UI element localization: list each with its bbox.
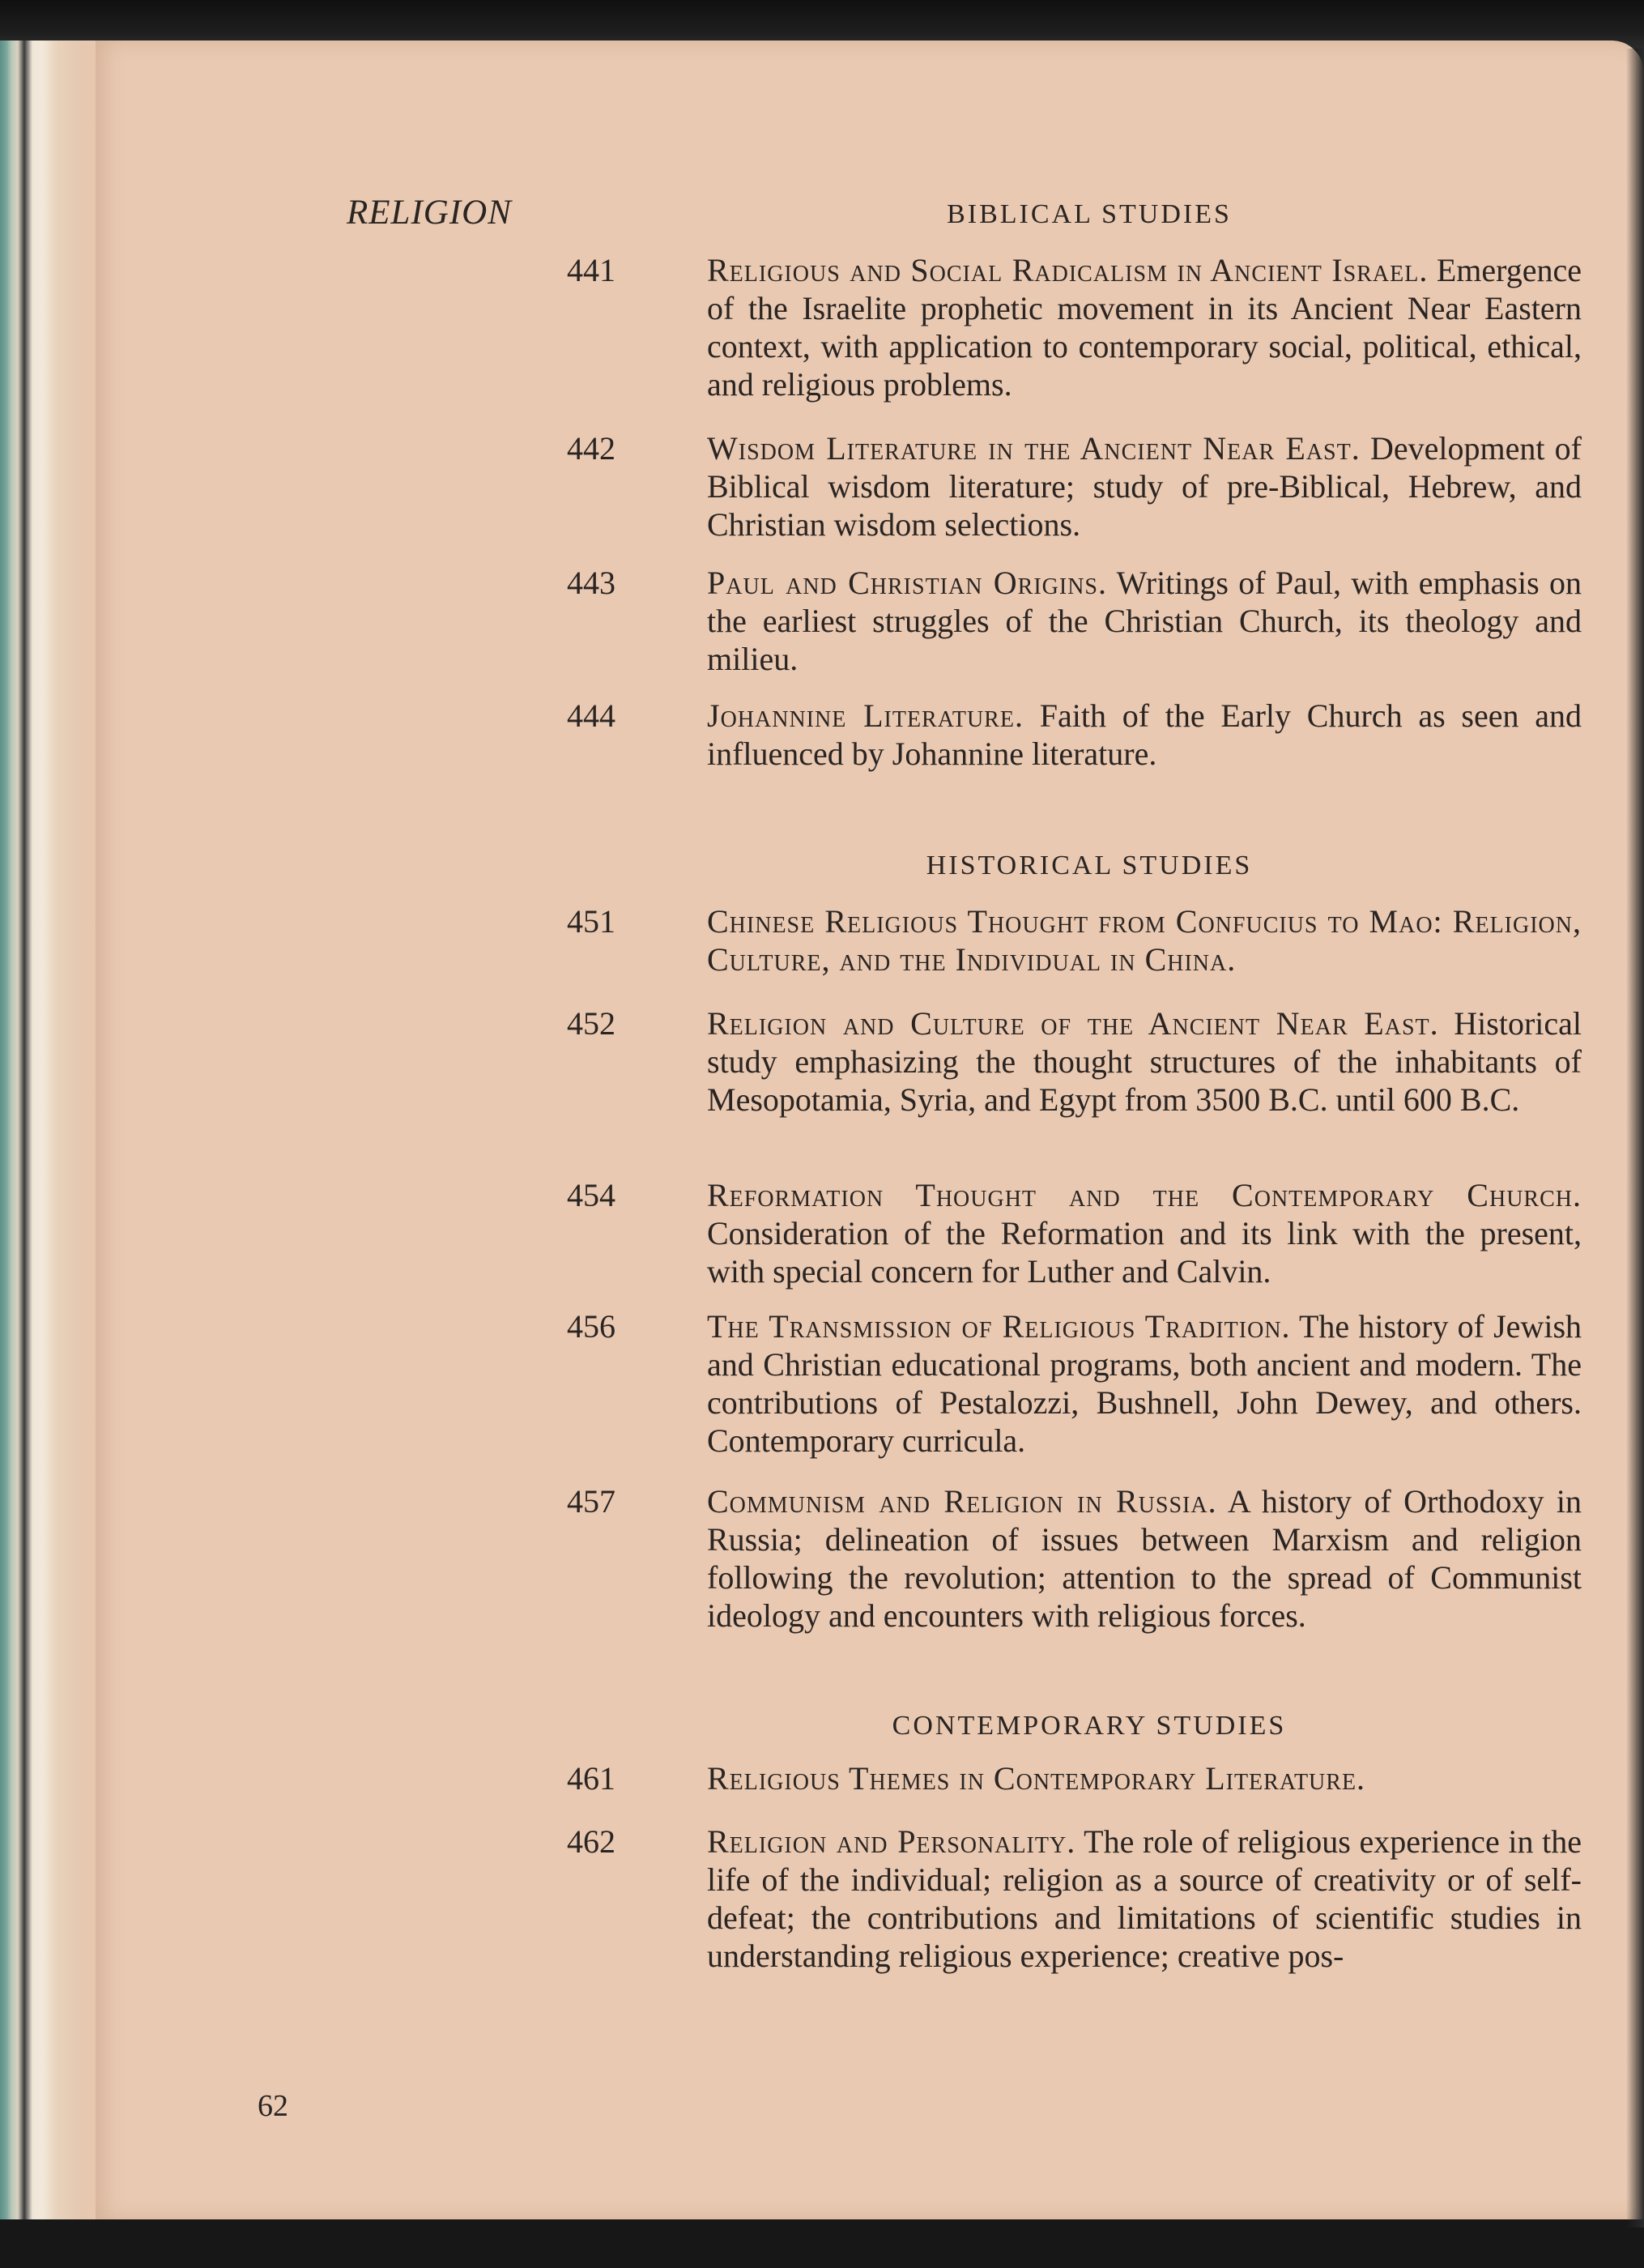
course-description: A history of Orthodoxy in Russia; delineation of issues between Marxism and religion following the revolution; attention to the spread of Communist ideology and encounters with religious forces. xyxy=(707,1483,1582,1634)
course-number: 457 xyxy=(567,1483,615,1520)
course-description: The history of Jewish and Christian educational programs, both ancient and modern. The contributions of Pestalozzi, Bushnell, John Dewey, and others. Contemporary curricula. xyxy=(707,1308,1582,1459)
section-heading-biblical: BIBLICAL STUDIES xyxy=(947,199,1232,229)
course-title: The Transmission of Religious Tradition. xyxy=(707,1308,1291,1345)
course-description: Faith of the Early Church as seen and influenced by Johannine literature. xyxy=(707,697,1582,772)
course-number: 462 xyxy=(567,1823,615,1860)
course-title: Wisdom Literature in the Ancient Near East. xyxy=(707,430,1361,467)
course-description: Historical study emphasizing the thought structures of the inhabitants of Mesopotamia, Syria, and Egypt from 3500 B.C. until 600 B.C. xyxy=(707,1005,1582,1118)
course-description: Development of Biblical wisdom literature; study of pre-Biblical, Hebrew, and Christian wisdom selections. xyxy=(707,430,1582,543)
course-description: Consideration of the Reformation and its link with the present, with special concern for Luther and Calvin. xyxy=(707,1215,1582,1290)
course-text xyxy=(707,1004,1582,1119)
course-text xyxy=(707,1482,1582,1635)
course-text xyxy=(707,1307,1582,1460)
course-number: 456 xyxy=(567,1308,615,1345)
book-page-edges xyxy=(0,40,97,2219)
course-number: 454 xyxy=(567,1177,615,1213)
course-number: 444 xyxy=(567,697,615,734)
course-number: 442 xyxy=(567,430,615,467)
section-heading-contemporary: CONTEMPORARY STUDIES xyxy=(892,1711,1287,1741)
course-description: The role of religious experience in the life of the individual; religion as a source of creativity or of self-defeat; the contributions and limitations of scientific studies in understanding religious experience; creative pos- xyxy=(707,1823,1582,1974)
section-heading-historical: HISTORICAL STUDIES xyxy=(926,850,1253,880)
course-title: Religion and Personality. xyxy=(707,1823,1076,1860)
course-title: Religious Themes in Contemporary Literature. xyxy=(707,1760,1366,1797)
course-text xyxy=(707,564,1582,678)
course-description: Writings of Paul, with emphasis on the earliest struggles of the Christian Church, its theology and milieu. xyxy=(707,565,1582,677)
course-text xyxy=(707,429,1582,544)
course-text xyxy=(707,1176,1582,1290)
course-title: Paul and Christian Origins. xyxy=(707,565,1107,601)
course-title: Religion and Culture of the Ancient Near East. xyxy=(707,1005,1439,1042)
course-title: Communism and Religion in Russia. xyxy=(707,1483,1217,1520)
course-title: Johannine Literature. xyxy=(707,697,1024,734)
course-title: Religious and Social Radicalism in Ancient Israel. xyxy=(707,252,1429,288)
course-number: 452 xyxy=(567,1005,615,1042)
course-number: 451 xyxy=(567,903,615,940)
course-number: 461 xyxy=(567,1760,615,1797)
running-head-section: RELIGION xyxy=(347,194,512,232)
course-title: Chinese Religious Thought from Confucius to Mao: Religion, Culture, and the Individual in China. xyxy=(707,903,1582,978)
course-text xyxy=(707,251,1582,403)
course-number: 443 xyxy=(567,565,615,601)
page-right-shadow xyxy=(1626,49,1644,2228)
course-text xyxy=(707,902,1582,978)
page-number: 62 xyxy=(258,2089,288,2123)
course-text xyxy=(707,1823,1582,1975)
course-text xyxy=(707,697,1582,773)
course-text xyxy=(707,1759,1582,1797)
course-title: Reformation Thought and the Contemporary Church. xyxy=(707,1177,1582,1213)
course-description: Emergence of the Israelite prophetic movement in its Ancient Near Eastern context, with application to contemporary social, political, ethical, and religious problems. xyxy=(707,252,1582,403)
course-number: 441 xyxy=(567,252,615,288)
